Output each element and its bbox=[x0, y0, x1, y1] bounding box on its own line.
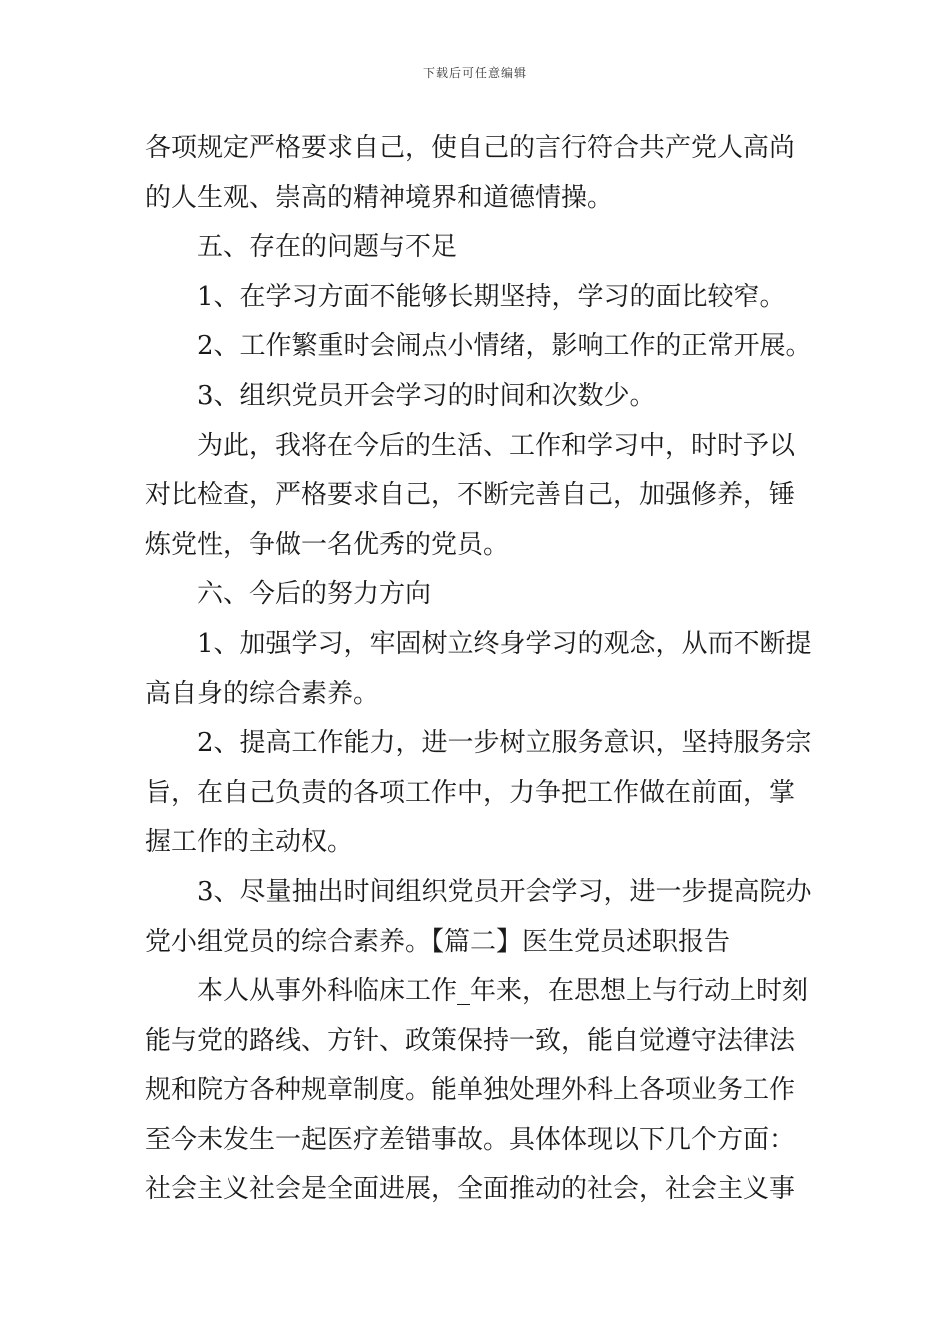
text-line: 至今未发生一起医疗差错事故。具体体现以下几个方面： bbox=[145, 1124, 796, 1155]
text-line: 党小组党员的综合素养。【篇二】医生党员述职报告 bbox=[145, 926, 731, 957]
text-line: 本人从事外科临床工作_年来，在思想上与行动上时刻 bbox=[145, 976, 809, 1007]
section-heading: 六、今后的努力方向 bbox=[145, 579, 432, 610]
page-header-note: 下载后可任意编辑 bbox=[422, 66, 527, 80]
text-line: 社会主义社会是全面进展，全面推动的社会，社会主义事 bbox=[145, 1174, 796, 1205]
text-line: 为此，我将在今后的生活、工作和学习中，时时予以 bbox=[145, 430, 796, 461]
section-heading: 五、存在的问题与不足 bbox=[145, 232, 458, 263]
text-line: 1、加强学习，牢固树立终身学习的观念，从而不断提 bbox=[145, 628, 812, 659]
text-line: 2、工作繁重时会闹点小情绪，影响工作的正常开展。 bbox=[145, 331, 812, 362]
text-line: 握工作的主动权。 bbox=[145, 827, 354, 858]
text-line: 对比检查，严格要求自己，不断完善自己，加强修养，锤 bbox=[145, 480, 796, 511]
document-body bbox=[145, 124, 810, 1215]
text-line: 炼党性，争做一名优秀的党员。 bbox=[145, 529, 510, 560]
text-line: 各项规定严格要求自己，使自己的言行符合共产党人高尚 bbox=[145, 133, 796, 163]
text-line: 2、提高工作能力，进一步树立服务意识，坚持服务宗 bbox=[145, 728, 812, 759]
text-line: 1、在学习方面不能够长期坚持，学习的面比较窄。 bbox=[145, 281, 786, 312]
text-line: 能与党的路线、方针、政策保持一致，能自觉遵守法律法 bbox=[145, 1025, 796, 1056]
text-line: 高自身的综合素养。 bbox=[145, 678, 380, 709]
text-line: 旨，在自己负责的各项工作中，力争把工作做在前面，掌 bbox=[145, 777, 796, 808]
text-line: 的人生观、崇高的精神境界和道德情操。 bbox=[145, 182, 614, 213]
text-line: 3、尽量抽出时间组织党员开会学习，进一步提高院办 bbox=[145, 876, 812, 907]
text-line: 3、组织党员开会学习的时间和次数少。 bbox=[145, 380, 656, 411]
text-line: 规和院方各种规章制度。能单独处理外科上各项业务工作 bbox=[145, 1075, 796, 1106]
